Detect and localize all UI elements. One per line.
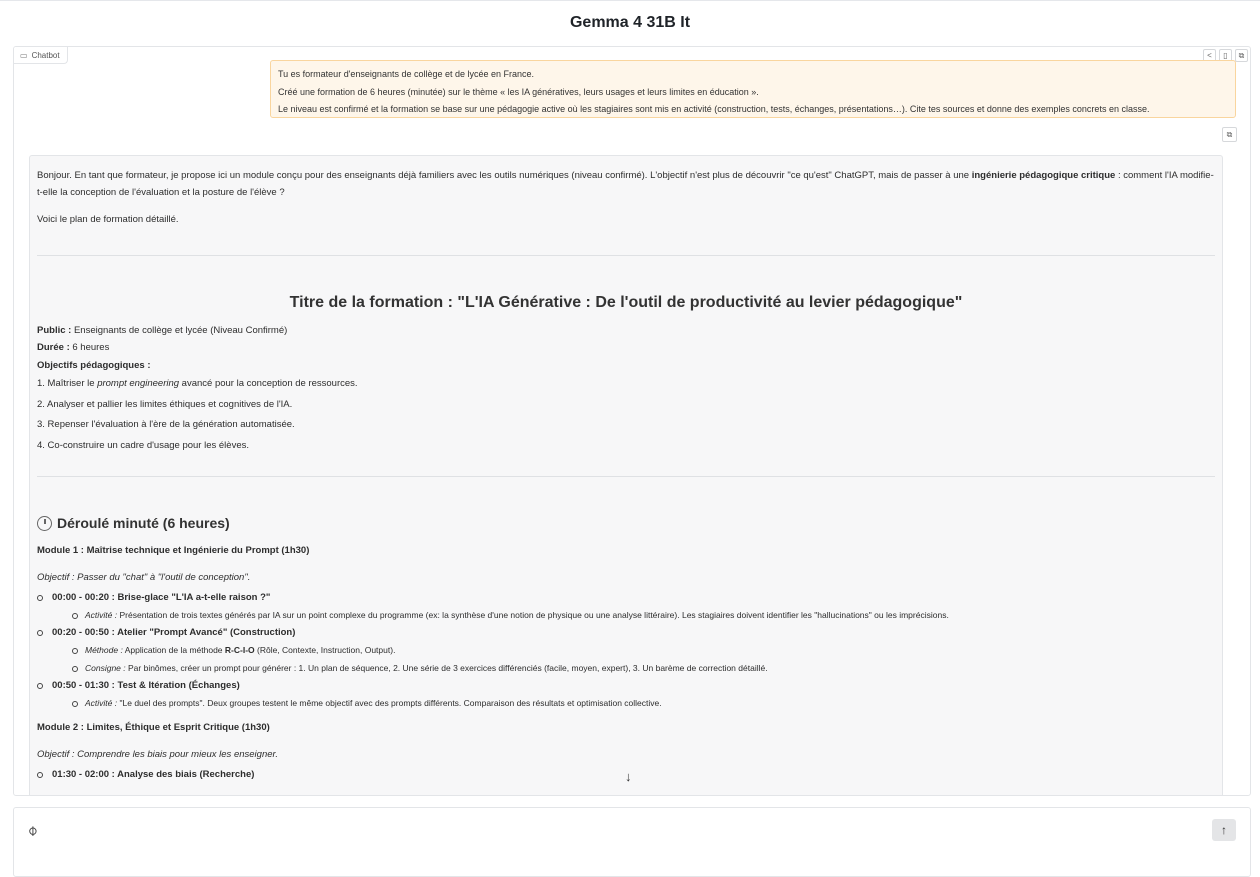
intro-text-end: : comment l'IA modifie-t-elle la conception de l'évaluation et la posture de l'élève ? [37,170,1214,198]
chatbot-label-text: Chatbot [31,50,60,60]
sub-list-item [52,659,1215,678]
module1-list [37,590,1215,712]
bot-message [29,155,1223,796]
sub-text: "Le duel des prompts". Deux groupes testent le même objectif avec des prompts différents. Comparaison des résultats et optimisation collective. [117,697,662,708]
sub-label: Activité : [85,697,118,708]
arrow-up-icon[interactable]: ↑ [1212,819,1236,841]
formation-meta [37,322,1215,375]
public-label: Public : [37,324,72,336]
divider [37,255,1215,256]
arrow-down-icon[interactable]: ↓ [625,769,632,784]
duree-line [37,339,1215,357]
objectifs-label [37,357,1215,375]
sub-list [52,606,1215,625]
user-message-line: Créé une formation de 6 heures (minutée) sur le thème « les IA génératives, leurs usages et leurs limites en éducation ». [278,86,759,97]
obj1-prefix: 1. Maîtriser le [37,378,98,389]
intro-text: Bonjour. En tant que formateur, je propose ici un module conçu pour des enseignants déjà familiers avec les outils numériques (niveau confirmé). L'objectif n'est plus de découvrir "ce qu'est" ChatGPT, mais de passer à une [37,170,972,181]
public-line [37,322,1215,340]
list-item-title: 01:30 - 02:00 : Analyse des biais (Recherche) [52,769,255,780]
objective-item: 3. Repenser l'évaluation à l'ère de la génération automatisée. [37,419,295,430]
chatbot-panel [13,46,1251,796]
share-icon[interactable]: < [1203,49,1216,62]
obj1-suffix: avancé pour la conception de ressources. [179,378,358,389]
user-message-line: Tu es formateur d'enseignants de collège et de lycée en France. [278,69,535,79]
list-item [37,625,1215,678]
module-title: Module 2 : Limites, Éthique et Esprit Critique (1h30) [37,722,270,733]
chat-bubble-icon: ▭ [20,50,28,60]
sub-list-item [52,694,1215,713]
sub-text: Application de la méthode [122,644,225,655]
section-heading [37,513,1215,533]
intro-bold: ingénierie pédagogique critique [971,170,1116,181]
chatbot-label [14,47,68,64]
top-border [0,0,1260,2]
plan-line: Voici le plan de formation détaillé. [37,214,179,225]
copy-message-icon[interactable]: ⧉ [1222,127,1237,142]
sub-label: Activité : [85,610,118,620]
public-value: Enseignants de collège et lycée (Niveau Confirmé) [71,324,288,336]
copy-icon[interactable]: ⧉ [1235,49,1248,62]
list-item-title: 00:20 - 00:50 : Atelier "Prompt Avancé" (Construction) [52,626,296,638]
objective-item: 4. Co-construire un cadre d'usage pour les élèves. [37,439,249,451]
list-item [37,678,1215,713]
user-message [270,60,1236,118]
sub-list [52,694,1215,713]
list-item-title: 00:50 - 01:30 : Test & Itération (Échanges) [52,679,240,691]
formation-title: Titre de la formation : "L'IA Générative : De l'outil de productivité au levier pédagogique" [289,293,963,311]
sub-text: Par binômes, créer un prompt pour générer : 1. Un plan de séquence, 2. Une série de 3 exercices différenciés (facile, moyen, expert), 3. Un barème de correction détaillé. [125,663,768,673]
sub-list-item [52,606,1215,625]
sub-list [52,641,1215,678]
module-title: Module 1 : Maîtrise technique et Ingénierie du Prompt (1h30) [37,545,310,556]
user-message-line: Le niveau est confirmé et la formation se base sur une pédagogie active où les stagiaires sont mis en activité (construction, tests, échanges, présentations…). Cite tes sources et donne des exemples concrets en classe. [278,104,1150,114]
objective-item [37,374,1215,395]
message-input[interactable] [56,818,1206,842]
sub-bold: R-C-I-O [224,644,255,655]
obj1-em: prompt engineering [97,378,180,389]
sub-label: Méthode : [85,644,123,655]
divider [37,476,1215,477]
duree-label: Durée : [37,342,70,353]
paperclip-icon[interactable]: ⌀ [23,821,41,839]
sub-text: Présentation de trois textes générés par IA sur un point complexe du programme (ex: la synthèse d'une notion de physique ou une analyse littéraire). Les stagiaires doivent identifier les "hallucinations" ou les imprécisions. [117,610,949,620]
message-input-box [13,807,1251,877]
list-item-title: 00:00 - 00:20 : Brise-glace "L'IA a-t-elle raison ?" [52,592,271,603]
section-heading-text: Déroulé minuté (6 heures) [57,515,230,531]
objective-item: 2. Analyser et pallier les limites éthiques et cognitives de l'IA. [37,398,293,410]
module-objective: Objectif : Passer du "chat" à "l'outil de conception". [37,571,251,583]
bot-intro [37,168,1215,201]
trash-icon[interactable]: ▯ [1219,49,1232,62]
list-item [37,590,1215,625]
page-title: Gemma 4 31B It [569,14,691,31]
duree-value: 6 heures [69,342,110,353]
stopwatch-icon [37,516,52,531]
module-objective: Objectif : Comprendre les biais pour mieux les enseigner. [37,748,278,760]
sub-text: (Rôle, Contexte, Instruction, Output). [254,644,396,655]
objectifs-label-text: Objectifs pédagogiques : [37,359,151,371]
sub-label: Consigne : [85,663,126,673]
sub-list-item [52,641,1215,660]
